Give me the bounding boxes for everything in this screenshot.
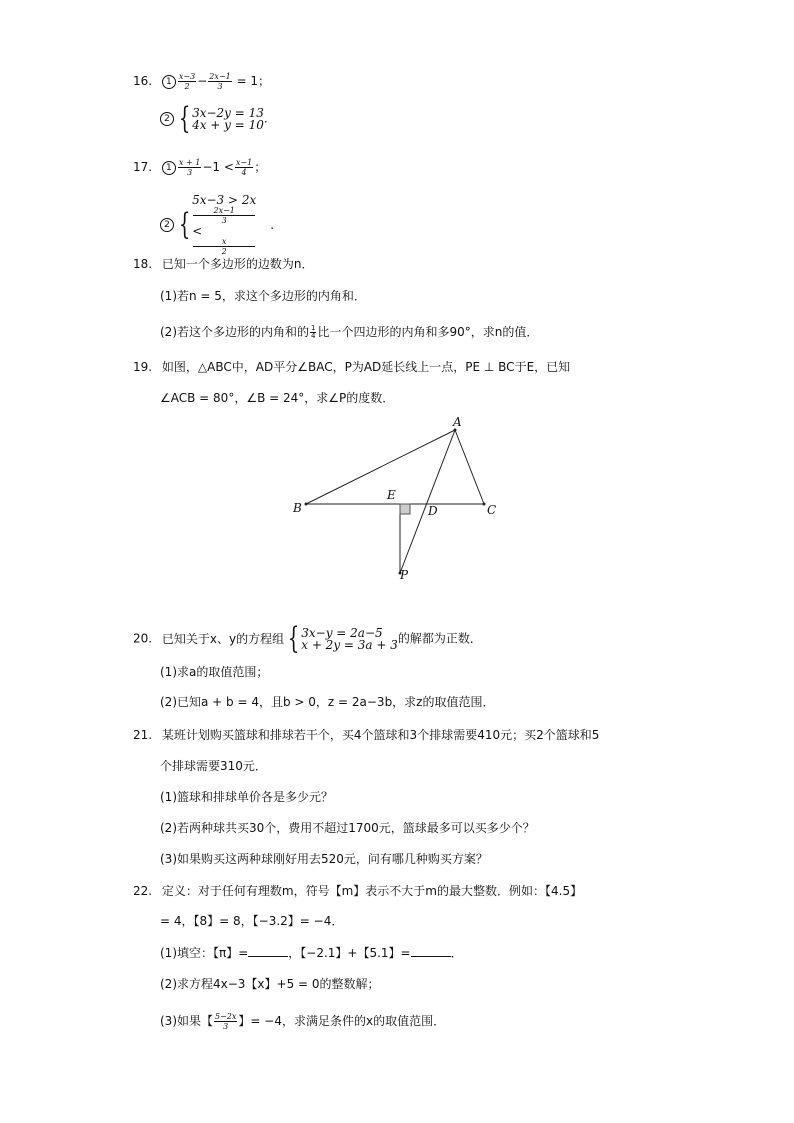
q22-stem-line2: = 4，【8】= 8，【−3.2】= −4．: [160, 914, 344, 928]
q16-part1: 16. 1 $\frac{x-3}{2}$ − $\frac{2x-1}{3}$ = 1；: [133, 72, 271, 91]
q19-geometry-figure: [280, 410, 510, 590]
q16-number: 16.: [133, 74, 153, 88]
segment-BA: [306, 430, 455, 504]
q20-stem: 20. 已知关于x、y的方程组 { 3x−y = 2a−5 x + 2y = 3a + 3 的解都为正数．: [133, 621, 482, 656]
q22-sub1: (1)填空：【π】= ，【−2.1】+【5.1】= ．: [160, 946, 463, 960]
q16-part2: 2 { 3x−2y = 13 4x + y = 10 .: [160, 106, 268, 132]
q16-circle-2: 2: [160, 112, 174, 126]
label-B: B: [293, 501, 302, 515]
q21-stem-line2: 个排球需要310元．: [160, 759, 267, 773]
q17-number: 17.: [133, 160, 153, 174]
q18-sub2: (2)若这个多边形的内角和的 $\frac{1}{4}$ 比一个四边形的内角和多90°，求n的值．: [160, 324, 539, 340]
label-D: D: [428, 504, 438, 518]
q17-fraction-1: $\frac{x + 1}{3}$: [178, 158, 201, 177]
q19-stem-line1: 19. 如图，△ABC中，AD平分∠BAC，P为AD延长线上一点，PE ⊥ BC于E，已知: [133, 360, 571, 374]
label-C: C: [487, 503, 497, 517]
q19-number: 19.: [133, 360, 153, 374]
label-P: P: [400, 568, 409, 582]
q22-sub3: (3)如果【 $\frac{5-2x}{3}$ 】= −4，求满足条件的x的取值范围．: [160, 1012, 446, 1031]
blank-answer-1[interactable]: [248, 945, 288, 957]
blank-answer-2[interactable]: [411, 945, 451, 957]
q22-sub2: (2)求方程4x−3【x】+5 = 0的整数解；: [160, 977, 380, 991]
q17-inequality-system: { 5x−3 > 2x 2x−1 3 < x 2: [178, 193, 257, 256]
q20-sub1: (1)求a的取值范围；: [160, 665, 269, 679]
q16-fraction-1: $\frac{x-3}{2}$: [178, 72, 196, 91]
segment-AP: [400, 430, 455, 573]
q17-part1: 17. 1 $\frac{x + 1}{3}$ −1 < $\frac{x-1}{4}$ ；: [133, 158, 267, 177]
q17-circle-2: 2: [160, 218, 174, 232]
label-E: E: [387, 488, 396, 502]
right-angle-mark: [400, 504, 410, 514]
q21-sub1: (1)篮球和排球单价各是多少元？: [160, 790, 333, 804]
q19-stem-line2: ∠ACB = 80°，∠B = 24°，求∠P的度数．: [160, 391, 395, 405]
q21-number: 21.: [133, 728, 153, 742]
label-A: A: [453, 415, 462, 429]
q18-stem: 18. 已知一个多边形的边数为n．: [133, 257, 314, 271]
q16-equation-system: { 3x−2y = 13 4x + y = 10: [178, 101, 264, 136]
q22-number: 22.: [133, 884, 153, 898]
q16-circle-1: 1: [162, 75, 176, 89]
q22-stem-line1: 22. 定义：对于任何有理数m，符号【m】表示不大于m的最大整数．例如：【4.5】: [133, 884, 583, 898]
q17-circle-1: 1: [162, 161, 176, 175]
q17-part2: 2 { 5x−3 > 2x 2x−1 3 < x 2 .: [160, 194, 274, 256]
q20-sub2: (2)已知a + b = 4，且b > 0，z = 2a−3b，求z的取值范围．: [160, 695, 495, 709]
q20-number: 20.: [133, 631, 153, 646]
q16-fraction-2: $\frac{2x-1}{3}$: [209, 72, 231, 91]
segment-AC: [455, 430, 484, 504]
q18-sub1: (1)若n = 5，求这个多边形的内角和．: [160, 289, 366, 303]
q20-equation-system: { 3x−y = 2a−5 x + 2y = 3a + 3: [287, 621, 398, 656]
q21-stem-line1: 21. 某班计划购买篮球和排球若干个，买4个篮球和3个排球需要410元；买2个篮球和5: [133, 728, 600, 742]
q17-fraction-2: $\frac{x-1}{4}$: [235, 158, 253, 177]
q18-number: 18.: [133, 257, 153, 271]
q21-sub3: (3)如果购买这两种球刚好用去520元，问有哪几种购买方案？: [160, 852, 488, 866]
q21-sub2: (2)若两种球共买30个，费用不超过1700元，篮球最多可以买多少个？: [160, 821, 535, 835]
